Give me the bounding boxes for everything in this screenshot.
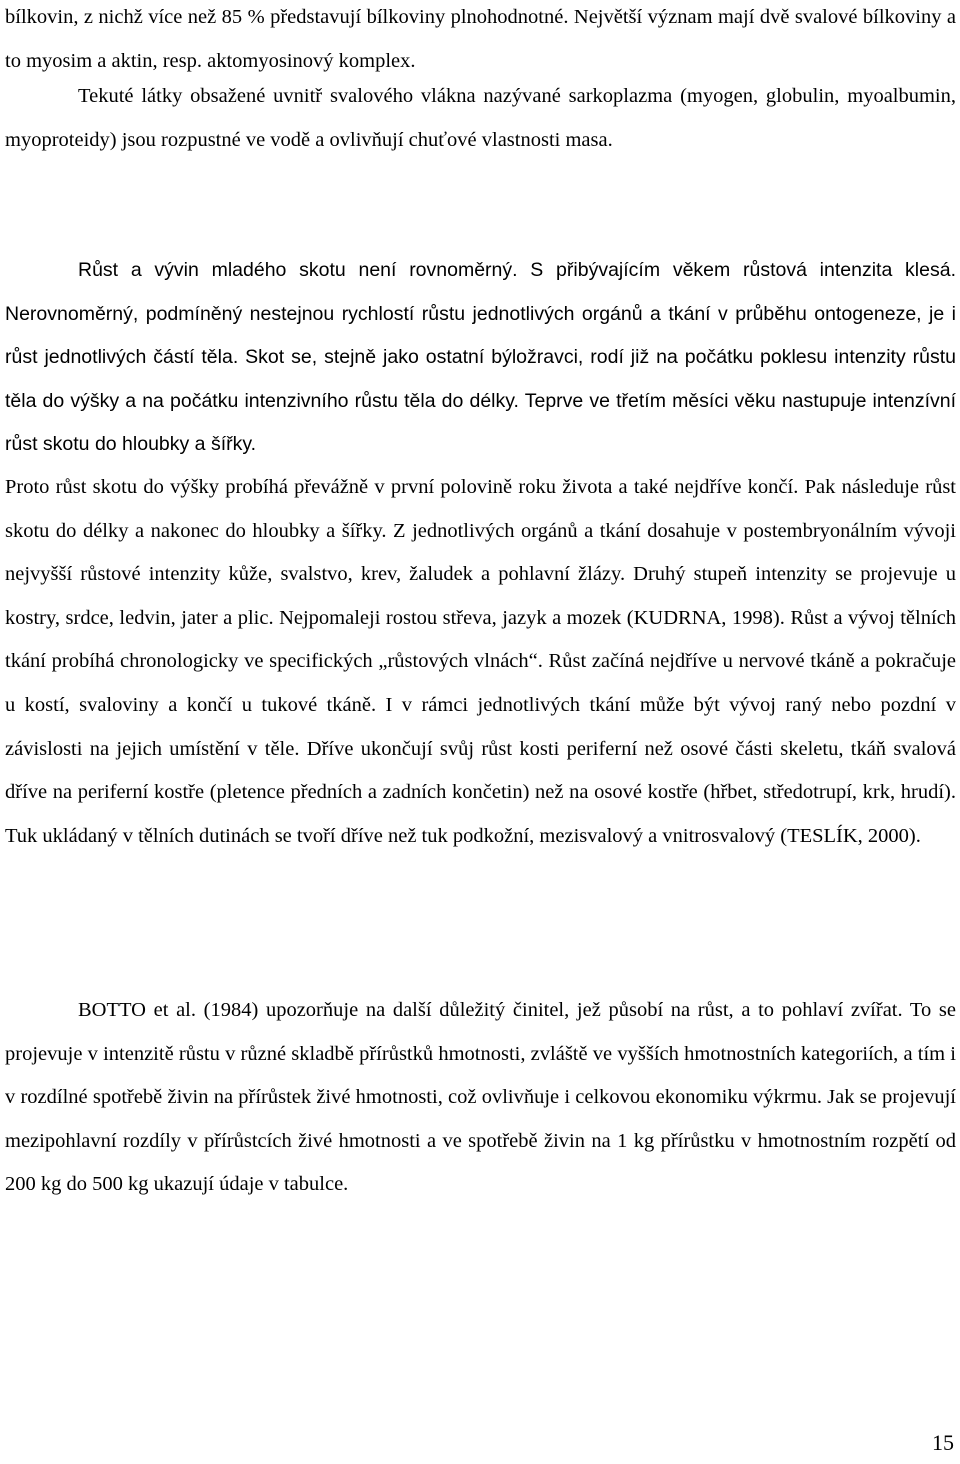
paragraph-growth-development: Růst a vývin mladého skotu není rovnoměrný. S přibývajícím věkem růstová intenzita klesá. Nerovnoměrný, podmíněný nestejnou rychlostí růstu jednotlivých orgánů a tkání v průběhu ontogeneze, je i růst jednotlivých částí těla. Skot se, stejně jako ostatní býložravci, rodí již na počátku poklesu intenzity růstu těla do výšky a na počátku intenzivního růstu těla do délky. Teprve ve třetím měsíci věku nastupuje intenzívní růst skotu do hloubky a šířky. xyxy=(5,259,956,456)
page-number: 15 xyxy=(932,1430,954,1455)
paragraph-protein-intro: bílkovin, z nichž více než 85 % představují bílkoviny plnohodnotné. Největší význam mají dvě svalové bílkoviny a to myosim a aktin, resp. aktomyosinový komplex. xyxy=(5,6,956,72)
paragraph-sarcoplasm: Tekuté látky obsažené uvnitř svalového vlákna nazývané sarkoplazma (myogen, globulin, myoalbumin, myoproteidy) jsou rozpustné ve vodě a ovlivňují chuťové vlastnosti masa. xyxy=(5,85,956,151)
paragraph-growth-height: Proto růst skotu do výšky probíhá převážně v první polovině roku života a také nejdříve končí. Pak následuje růst skotu do délky a nakonec do hloubky a šířky. Z jednotlivých orgánů a tkání dosahuje v postembryonálním vývoji nejvyšší růstové intenzity kůže, svalstvo, krev, žaludek a pohlavní žlázy. Druhý stupeň intenzity se projevuje u kostry, srdce, ledvin, jater a plic. Nejpomaleji rostou střeva, jazyk a mozek (KUDRNA, 1998). Růst a vývoj tělních tkání probíhá chronologicky ve specifických „růstových vlnách“. Růst začíná nejdříve u nervové tkáně a pokračuje u kostí, svaloviny a končí u tukové tkáně. I v rámci jednotlivých tkání může být vývoj raný nebo pozdní v závislosti na jejich umístění v těle. Dříve ukončují svůj růst kosti periferní než osové části skeletu, tkáň svalová dříve na periferní kostře (pletence předních a zadních končetin) než na osové kostře (hřbet, středotrupí, krk, hrudí). Tuk ukládaný v tělních dutinách se tvoří dříve než tuk podkožní, mezisvalový a vnitrosvalový (TESLÍK, 2000). xyxy=(5,476,956,847)
paragraph-botto-sex: BOTTO et al. (1984) upozorňuje na další důležitý činitel, jež působí na růst, a to pohlaví zvířat. To se projevuje v intenzitě růstu v různé skladbě přírůstků hmotnosti, zvláště ve vyšších hmotnostních kategoriích, a tím i v rozdílné spotřebě živin na přírůstek živé hmotnosti, což ovlivňuje i celkovou ekonomiku výkrmu. Jak se projevují mezipohlavní rozdíly v přírůstcích živé hmotnosti a ve spotřebě živin na 1 kg přírůstku v hmotnostním rozpětí od 200 kg do 500 kg ukazují údaje v tabulce. xyxy=(5,999,956,1196)
